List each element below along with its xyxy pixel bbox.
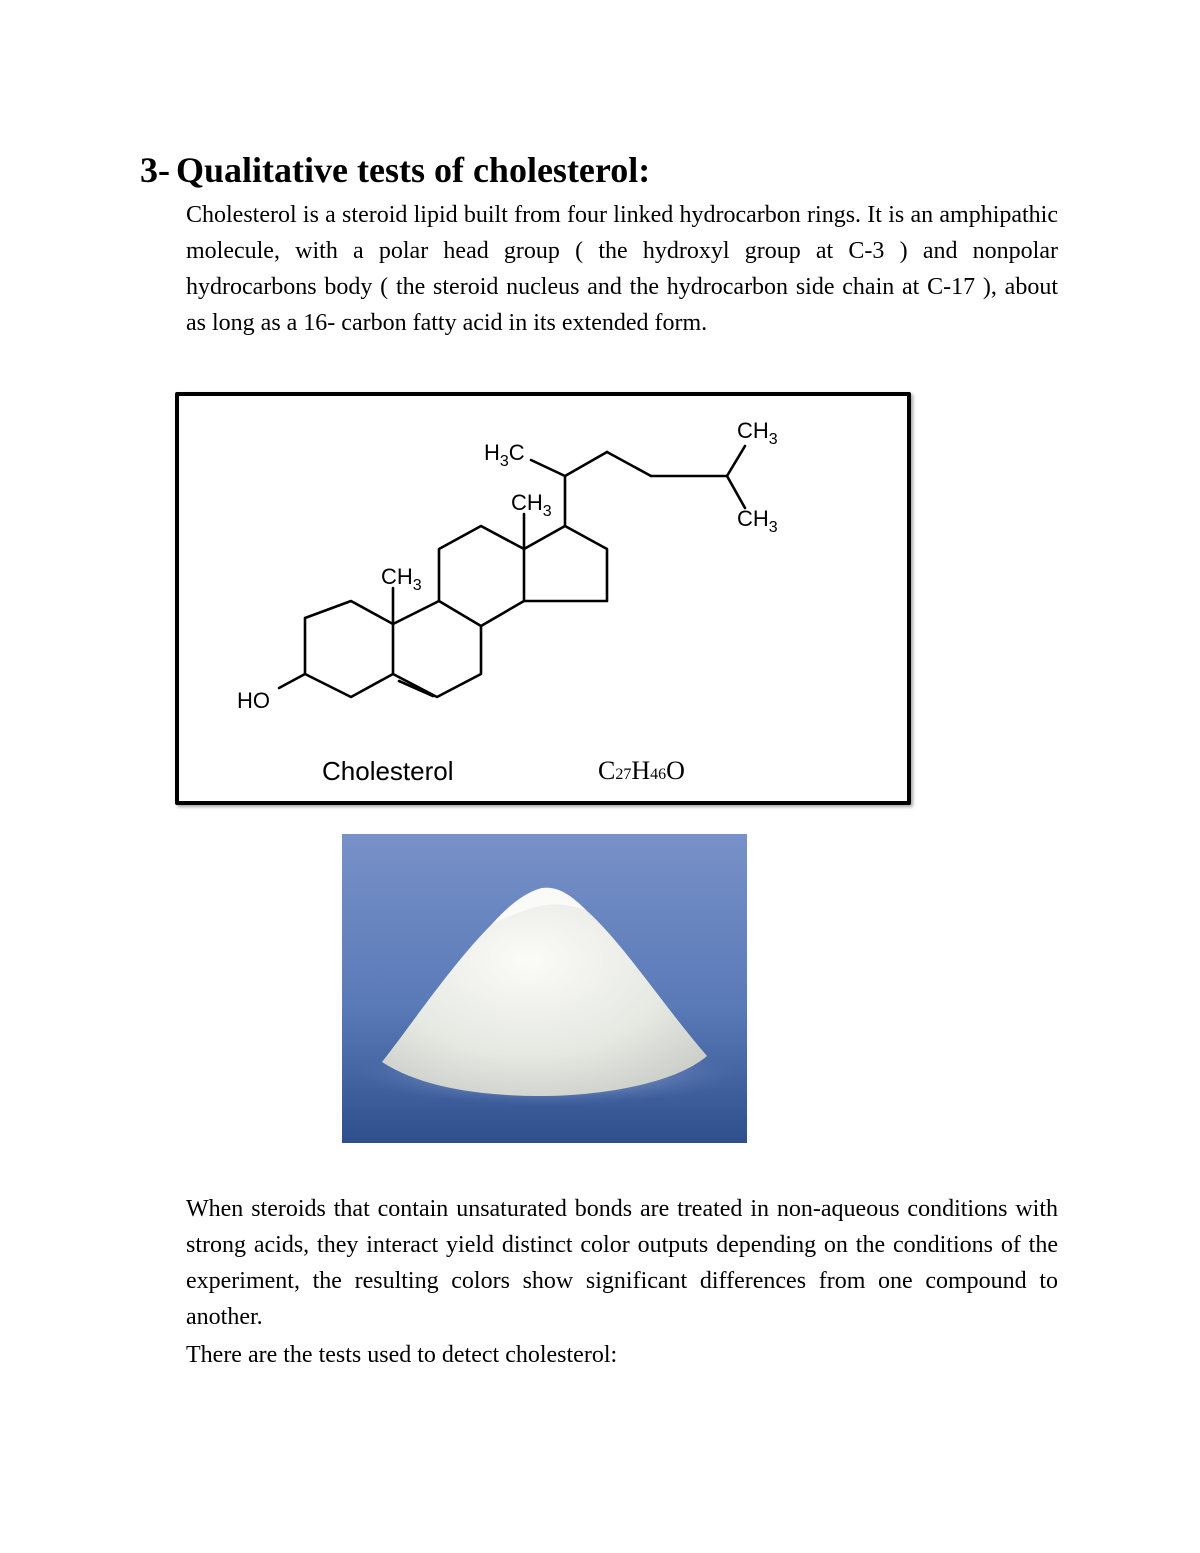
hydroxyl-label: HO	[237, 688, 270, 713]
section-number: 3-	[140, 150, 170, 190]
methyl-label-ring-a: $CH_3$	[381, 564, 422, 594]
figure-caption-name: Cholesterol	[322, 756, 454, 786]
section-title: Qualitative tests of cholesterol:	[176, 150, 651, 190]
intro-paragraph: Cholesterol is a steroid lipid built from four linked hydrocarbon rings. It is an amphipathic molecule, with a polar head group ( the hydroxyl group at C-3 ) and nonpolar hydrocarbons body ( the steroid nucleus and the hydrocarbon side chain at C-17 ), about as long as a 16- carbon fatty acid in its extended form.	[186, 202, 1058, 336]
molecular-formula: C27H46O	[598, 756, 685, 785]
white-powder-pile-image	[342, 834, 747, 1143]
cholesterol-skeletal-formula	[179, 396, 907, 801]
tests-intro-paragraph: There are the tests used to detect cholesterol:	[186, 1342, 618, 1368]
methyl-label-ring-c: $CH_3$	[511, 490, 552, 520]
section-heading	[140, 148, 650, 192]
methyl-label-end-bottom: $CH_3$	[737, 506, 778, 536]
methyl-label-end-top: $CH_3$	[737, 418, 778, 448]
reaction-paragraph: When steroids that contain unsaturated bonds are treated in non-aqueous conditions with strong acids, they interact yield distinct color outputs depending on the conditions of the experiment, the resulting colors show significant differences from one compound to another.	[186, 1196, 1058, 1330]
methyl-label-side-left: $H_3C$	[484, 440, 525, 470]
cholesterol-structure-figure	[175, 392, 911, 805]
